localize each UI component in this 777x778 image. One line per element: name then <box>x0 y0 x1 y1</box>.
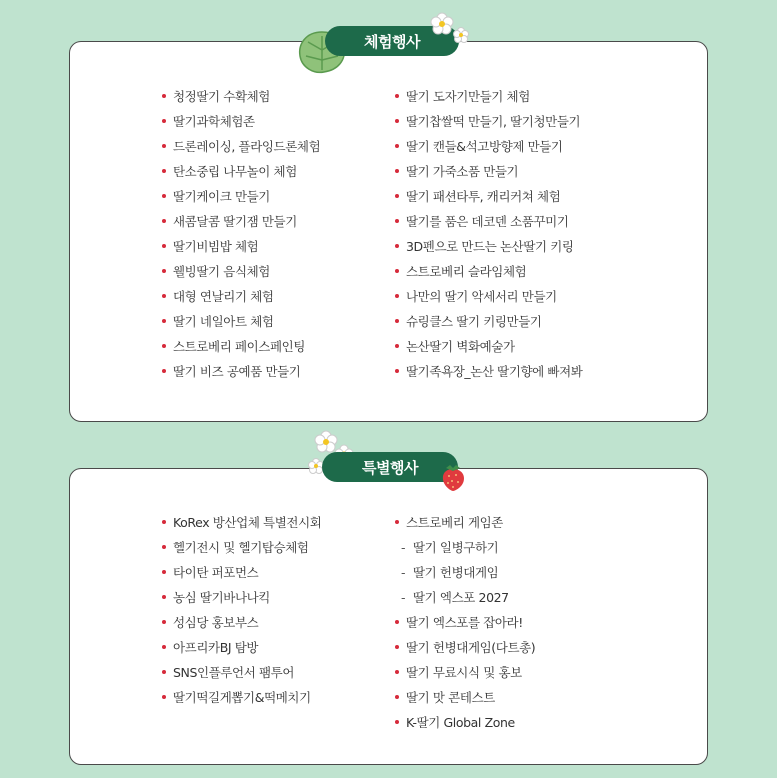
list-item: 딸기를 품은 데코덴 소품꾸미기 <box>395 209 582 234</box>
list-item: 청정딸기 수확체험 <box>162 84 320 109</box>
list-subitem: - 딸기 엑스포 2027 <box>401 590 509 605</box>
list-item: 헬기전시 및 헬기탑승체험 <box>162 535 321 560</box>
list-item: 웰빙딸기 음식체험 <box>162 259 320 284</box>
list-item: 딸기 헌병대게임(다트총) <box>395 635 535 660</box>
list-item: 스트로베리 게임존 <box>395 510 535 535</box>
list-item: 슈링클스 딸기 키링만들기 <box>395 309 582 334</box>
list-item: 논산딸기 벽화예술가 <box>395 334 582 359</box>
list-item: 딸기 가죽소품 만들기 <box>395 159 582 184</box>
list-item: 타이탄 퍼포먼스 <box>162 560 321 585</box>
list-item: SNS인플루언서 팸투어 <box>162 660 321 685</box>
list-item: 딸기찹쌀떡 만들기, 딸기청만들기 <box>395 109 582 134</box>
list-item: K-딸기 Global Zone <box>395 710 535 735</box>
flower-icon <box>430 12 470 46</box>
experience-list-right <box>395 84 582 384</box>
section-title-experience: 체험행사 <box>325 26 459 56</box>
list-item: 딸기 엑스포를 잡아라! <box>395 610 535 635</box>
list-item: 스트로베리 페이스페인팅 <box>162 334 320 359</box>
section-title-special: 특별행사 <box>322 452 458 482</box>
list-item: 성심당 홍보부스 <box>162 610 321 635</box>
list-item: 딸기비빔밥 체험 <box>162 234 320 259</box>
list-item: 드론레이싱, 플라잉드론체험 <box>162 134 320 159</box>
list-item: 나만의 딸기 악세서리 만들기 <box>395 284 582 309</box>
list-item: 새콤달콤 딸기잼 만들기 <box>162 209 320 234</box>
list-item: KoRex 방산업체 특별전시회 <box>162 510 321 535</box>
list-item: 스트로베리 슬라임체험 <box>395 259 582 284</box>
list-item: 딸기 맛 콘테스트 <box>395 685 535 710</box>
list-item: 딸기떡길게뽑기&떡메치기 <box>162 685 321 710</box>
list-item: 딸기 무료시식 및 홍보 <box>395 660 535 685</box>
list-subitem: - 딸기 일병구하기 <box>401 540 499 555</box>
list-item: 대형 연날리기 체험 <box>162 284 320 309</box>
list-item: 딸기 캔들&석고방향제 만들기 <box>395 134 582 159</box>
list-subitem: - 딸기 헌병대게임 <box>401 565 499 580</box>
list-item: 딸기 네일아트 체험 <box>162 309 320 334</box>
list-item: 딸기과학체험존 <box>162 109 320 134</box>
experience-list-left <box>162 84 320 384</box>
list-item: 탄소중립 나무놀이 체험 <box>162 159 320 184</box>
list-item: 아프리카BJ 탐방 <box>162 635 321 660</box>
list-item: 딸기 패션타투, 캐리커쳐 체험 <box>395 184 582 209</box>
list-item: 딸기케이크 만들기 <box>162 184 320 209</box>
list-item: 농심 딸기바나나킥 <box>162 585 321 610</box>
special-list-left <box>162 510 321 710</box>
list-item: 딸기족욕장_논산 딸기향에 빠져봐 <box>395 359 582 384</box>
special-list-right <box>395 510 535 735</box>
strawberry-icon <box>438 462 468 492</box>
list-item: 딸기 도자기만들기 체험 <box>395 84 582 109</box>
list-item: 딸기 비즈 공예품 만들기 <box>162 359 320 384</box>
list-item: 3D펜으로 만드는 논산딸기 키링 <box>395 234 582 259</box>
